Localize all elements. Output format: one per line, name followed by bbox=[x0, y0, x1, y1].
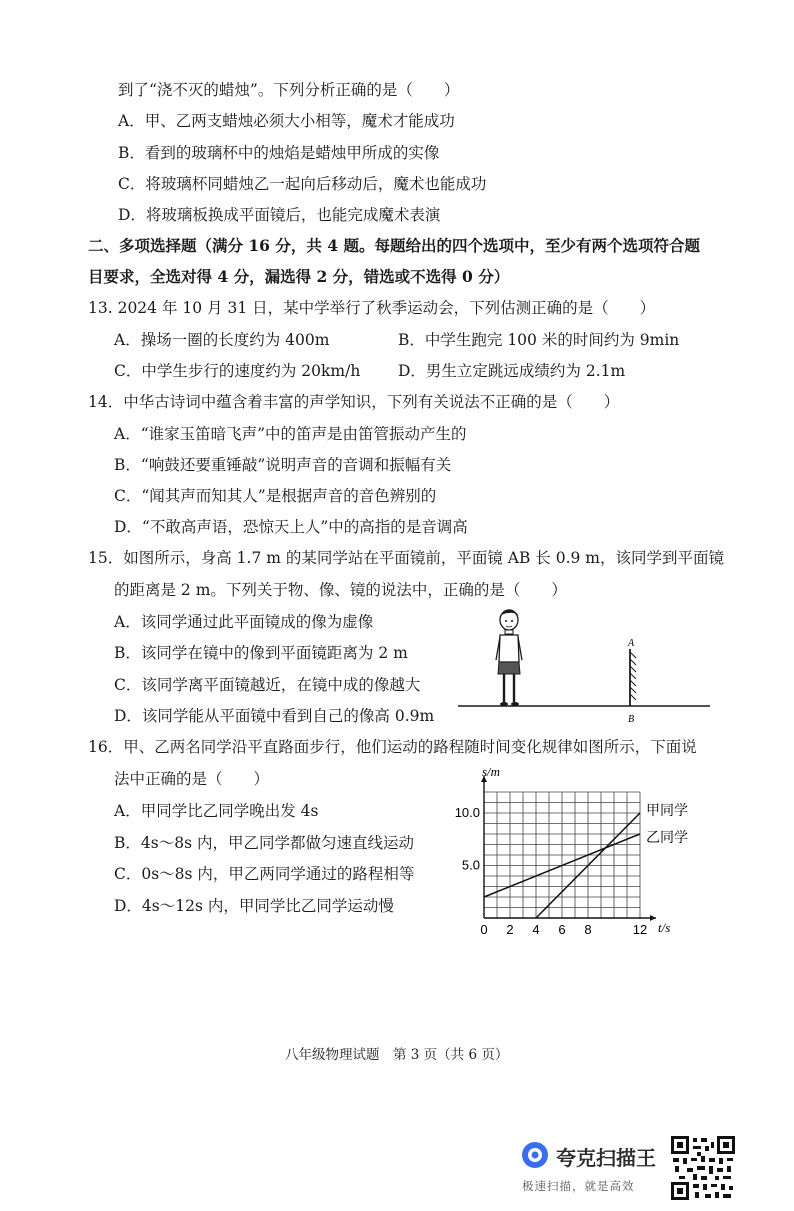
x-tick-label: 8 bbox=[584, 922, 592, 937]
section2-heading-line2: 目要求，全选对得 4 分，漏选得 2 分，错选或不选得 0 分） bbox=[88, 267, 510, 286]
q12-stem: 到了“浇不灭的蜡烛”。下列分析正确的是（ ） bbox=[118, 81, 460, 99]
q13-option-d: D．男生立定跳远成绩约为 2.1m bbox=[398, 362, 626, 380]
q14-stem: 14．中华古诗词中蕴含着丰富的声学知识，下列有关说法不正确的是（ ） bbox=[88, 393, 620, 411]
section2-heading-line1: 二、多项选择题（满分 16 分，共 4 题。每题给出的四个选项中，至少有两个选项符合题 bbox=[88, 236, 700, 255]
series-label: 甲同学 bbox=[646, 803, 688, 819]
y-tick-label: 10.0 bbox=[454, 805, 480, 820]
q14-option-b: B．“响鼓还要重锤敲”说明声音的音调和振幅有关 bbox=[114, 456, 452, 474]
q13-stem: 13. 2024 年 10 月 31 日，某中学举行了秋季运动会，下列估测正确的是（ ） bbox=[88, 299, 656, 317]
q12-option-d: D．将玻璃板换成平面镜后，也能完成魔术表演 bbox=[118, 206, 441, 224]
q15-option-c: C．该同学离平面镜越近，在镜中成的像越大 bbox=[114, 676, 421, 694]
mirror-label-b: B bbox=[628, 714, 635, 725]
watermark-title: 夸克扫描王 bbox=[556, 1146, 656, 1170]
student-figure bbox=[496, 609, 522, 706]
q16-option-c: C．0s～8s 内，甲乙两同学通过的路程相等 bbox=[114, 865, 415, 883]
q16-option-a: A．甲同学比乙同学晚出发 4s bbox=[114, 802, 319, 820]
x-tick-label: 6 bbox=[558, 922, 566, 937]
q12-option-b: B．看到的玻璃杯中的烛焰是蜡烛甲所成的实像 bbox=[118, 144, 440, 162]
x-tick-label: 4 bbox=[532, 922, 540, 937]
x-axis-label: t/s bbox=[658, 920, 671, 935]
x-tick-label: 12 bbox=[632, 922, 648, 937]
distance-time-chart bbox=[446, 768, 700, 940]
q15-option-a: A．该同学通过此平面镜成的像为虚像 bbox=[114, 613, 374, 631]
q12-option-a: A．甲、乙两支蜡烛必须大小相等，魔术才能成功 bbox=[118, 112, 455, 130]
q16-stem-line1: 16．甲、乙两名同学沿平直路面步行，他们运动的路程随时间变化规律如图所示，下面说 bbox=[88, 738, 697, 756]
scanner-watermark bbox=[520, 1136, 670, 1196]
x-tick-label: 0 bbox=[480, 922, 488, 937]
q12-option-c: C．将玻璃杯同蜡烛乙一起向后移动后，魔术也能成功 bbox=[118, 175, 487, 193]
q14-option-a: A．“谁家玉笛暗飞声”中的笛声是由笛管振动产生的 bbox=[114, 425, 467, 443]
q13-option-b: B．中学生跑完 100 米的时间约为 9min bbox=[398, 331, 680, 349]
q15-option-b: B．该同学在镜中的像到平面镜距离为 2 m bbox=[114, 644, 408, 662]
y-tick-label: 5.0 bbox=[461, 857, 480, 873]
page-footer: 八年级物理试题 第 3 页（共 6 页） bbox=[285, 1047, 509, 1063]
mirror-hatching bbox=[630, 652, 636, 700]
q16-option-d: D．4s～12s 内，甲同学比乙同学运动慢 bbox=[114, 897, 394, 915]
mirror-figure bbox=[452, 604, 714, 726]
q14-option-d: D．“不敢高声语，恐惊天上人”中的高指的是音调高 bbox=[114, 518, 468, 536]
q15-option-d: D．该同学能从平面镜中看到自己的像高 0.9m bbox=[114, 707, 435, 725]
scanner-logo-icon bbox=[520, 1140, 550, 1170]
mirror-label-a: A bbox=[628, 638, 635, 649]
q15-stem-line2: 的距离是 2 m。下列关于物、像、镜的说法中，正确的是（ ） bbox=[114, 581, 567, 599]
q13-option-c: C．中学生步行的速度约为 20km/h bbox=[114, 362, 361, 380]
x-tick-label: 2 bbox=[506, 922, 514, 937]
q13-option-a: A．操场一圈的长度约为 400m bbox=[114, 331, 330, 349]
x-axis-arrow bbox=[650, 915, 656, 921]
y-axis-label: s/m bbox=[482, 768, 501, 779]
q14-option-c: C．“闻其声而知其人”是根据声音的音色辨别的 bbox=[114, 487, 437, 505]
q15-stem-line1: 15．如图所示，身高 1.7 m 的某同学站在平面镜前，平面镜 AB 长 0.9 m，该同学到平面镜 bbox=[88, 549, 724, 567]
qr-code-icon bbox=[671, 1136, 735, 1200]
watermark-subtitle: 极速扫描，就是高效 bbox=[522, 1179, 635, 1193]
q16-stem-line2: 法中正确的是（ ） bbox=[114, 770, 270, 788]
q16-option-b: B．4s～8s 内，甲乙同学都做匀速直线运动 bbox=[114, 834, 414, 852]
series-label: 乙同学 bbox=[646, 830, 688, 846]
